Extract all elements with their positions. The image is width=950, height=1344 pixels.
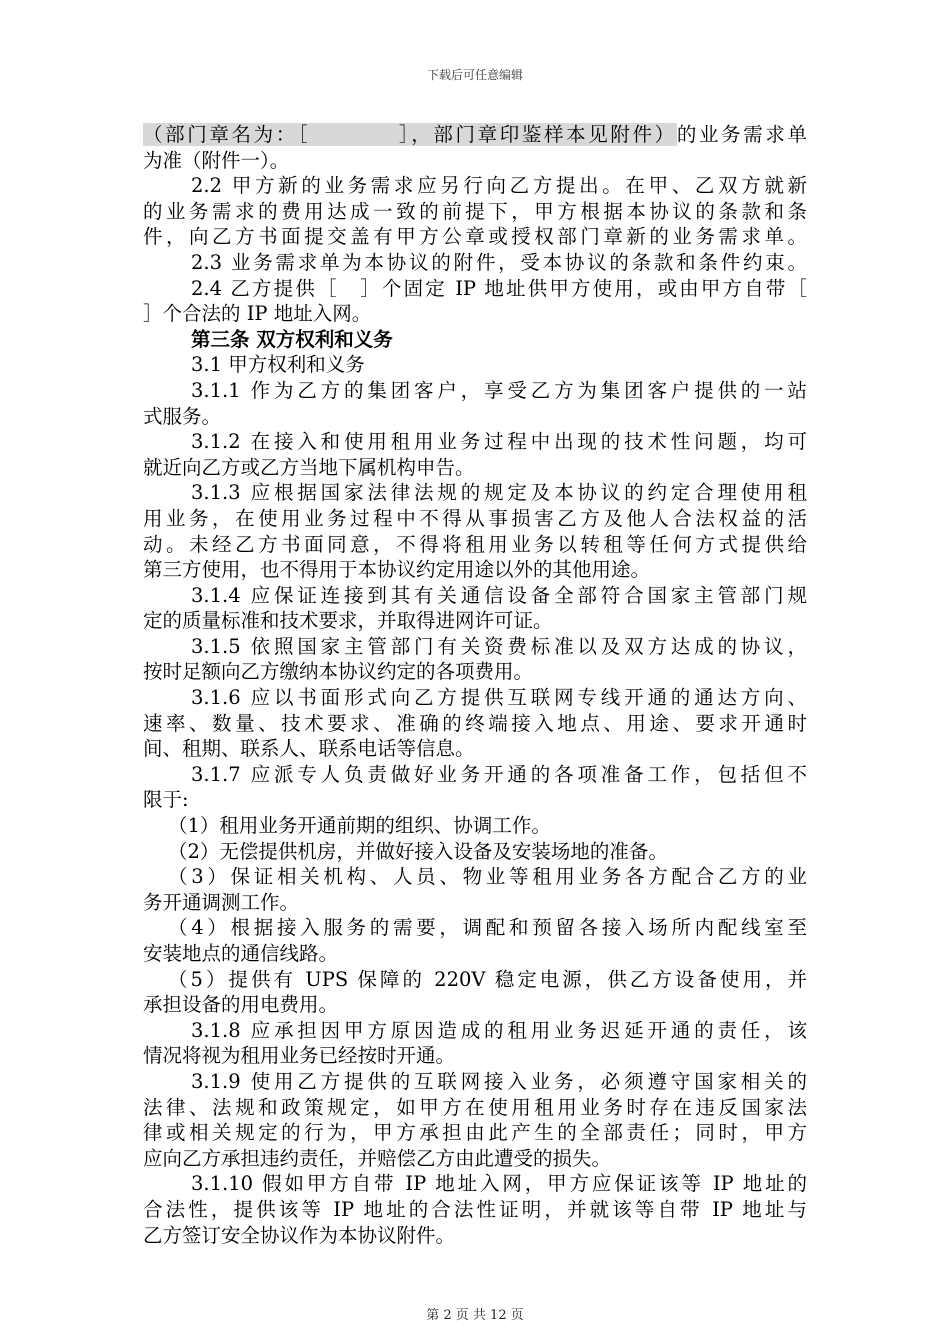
document-body <box>143 122 807 1248</box>
text-line: 式服务。 <box>143 404 222 428</box>
text-line: 安装地点的通信线路。 <box>143 942 339 965</box>
text-line: 用业务，在使用业务过程中不得从事损害乙方及他人合法权益的活 <box>143 506 807 530</box>
text-line: 2.3 业务需求单为本协议的附件，受本协议的条款和条件约束。 <box>191 250 807 274</box>
text-line: 3.1.3 应根据国家法律法规的规定及本协议的约定合理使用租 <box>191 481 807 505</box>
text-line: 定的质量标准和技术要求，并取得进网许可证。 <box>143 609 553 633</box>
text-segment <box>310 123 399 146</box>
section-heading: 第三条 双方权利和义务 <box>191 327 393 351</box>
text-line: 的业务需求的费用达成一致的前提下，甲方根据本协议的条款和条 <box>143 199 807 223</box>
text-line: ］个合法的 IP 地址入网。 <box>143 302 372 326</box>
text-line: 2.4 乙方提供［ ］个固定 IP 地址供甲方使用，或由甲方自带［ <box>191 276 807 300</box>
text-line: 2.2 甲方新的业务需求应另行向乙方提出。在甲、乙双方就新 <box>191 174 807 198</box>
text-line: 3.1.1 作为乙方的集团客户，享受乙方为集团客户提供的一站 <box>191 378 807 402</box>
page-header: 下载后可任意编辑 <box>426 68 523 82</box>
text-line: 速率、数量、技术要求、准确的终端接入地点、用途、要求开通时 <box>143 711 807 735</box>
text-line: 间、租期、联系人、联系电话等信息。 <box>143 737 475 761</box>
text-line: 动。未经乙方书面同意，不得将租用业务以转租等任何方式提供给 <box>143 532 807 556</box>
text-line: （5）提供有 UPS 保障的 220V 稳定电源，供乙方设备使用，并 <box>168 967 807 991</box>
text-line: 法律、法规和政策规定，如甲方在使用租用业务时存在违反国家法 <box>143 1095 807 1119</box>
text-line: 按时足额向乙方缴纳本协议约定的各项费用。 <box>143 660 534 684</box>
text-line: 合法性，提供该等 IP 地址的合法性证明，并就该等自带 IP 地址与 <box>143 1197 807 1221</box>
text-segment: （部门章名为：［ <box>143 123 311 146</box>
text-line: 3.1.6 应以书面形式向乙方提供互联网专线开通的通达方向、 <box>191 686 807 710</box>
text-line: 3.1.8 应承担因甲方原因造成的租用业务迟延开通的责任，该 <box>191 1018 807 1042</box>
text-line: 3.1.4 应保证连接到其有关通信设备全部符合国家主管部门规 <box>191 583 807 607</box>
text-line: 务开通调测工作。 <box>143 890 300 914</box>
text-line: 3.1.10 假如甲方自带 IP 地址入网，甲方应保证该等 IP 地址的 <box>191 1172 807 1196</box>
text-line <box>143 122 807 148</box>
text-line: 第三方使用，也不得用于本协议约定用途以外的其他用途。 <box>143 558 651 582</box>
text-line: （2）无偿提供机房，并做好接入设备及安装场地的准备。 <box>168 839 668 863</box>
text-line: 3.1 甲方权利和义务 <box>191 353 365 377</box>
text-line: 3.1.2 在接入和使用租用业务过程中出现的技术性问题，均可 <box>191 430 807 454</box>
text-line: 承担设备的用电费用。 <box>143 993 339 1017</box>
text-line: 为准（附件一）。 <box>143 148 290 172</box>
text-line: 件，向乙方书面提交盖有甲方公章或授权部门章新的业务需求单。 <box>143 225 807 249</box>
text-line: 3.1.7 应派专人负责做好业务开通的各项准备工作，包括但不 <box>191 762 807 786</box>
text-line: 3.1.9 使用乙方提供的互联网接入业务，必须遵守国家相关的 <box>191 1069 807 1093</box>
text-segment: ］，部门章印鉴样本见附件） <box>398 123 677 146</box>
text-line: （4）根据接入服务的需要，调配和预留各接入场所内配线室至 <box>168 916 807 940</box>
text-line: 应向乙方承担违约责任，并赔偿乙方由此遭受的损失。 <box>143 1146 612 1170</box>
text-line: 就近向乙方或乙方当地下属机构申告。 <box>143 455 475 479</box>
text-line: 乙方签订安全协议作为本协议附件。 <box>143 1223 456 1247</box>
page-footer: 第 2 页 共 12 页 <box>426 1308 524 1323</box>
text-line: 情况将视为租用业务已经按时开通。 <box>143 1044 456 1068</box>
text-line: 限于: <box>143 788 189 812</box>
text-line: 3.1.5 依照国家主管部门有关资费标准以及双方达成的协议， <box>191 634 807 658</box>
text-line: 律或相关规定的行为，甲方承担由此产生的全部责任；同时，甲方 <box>143 1121 807 1145</box>
text-line: （3）保证相关机构、人员、物业等租用业务各方配合乙方的业 <box>168 865 807 889</box>
text-line: （1）租用业务开通前期的组织、协调工作。 <box>168 814 551 838</box>
text-segment: 的业务需求单 <box>676 123 807 146</box>
